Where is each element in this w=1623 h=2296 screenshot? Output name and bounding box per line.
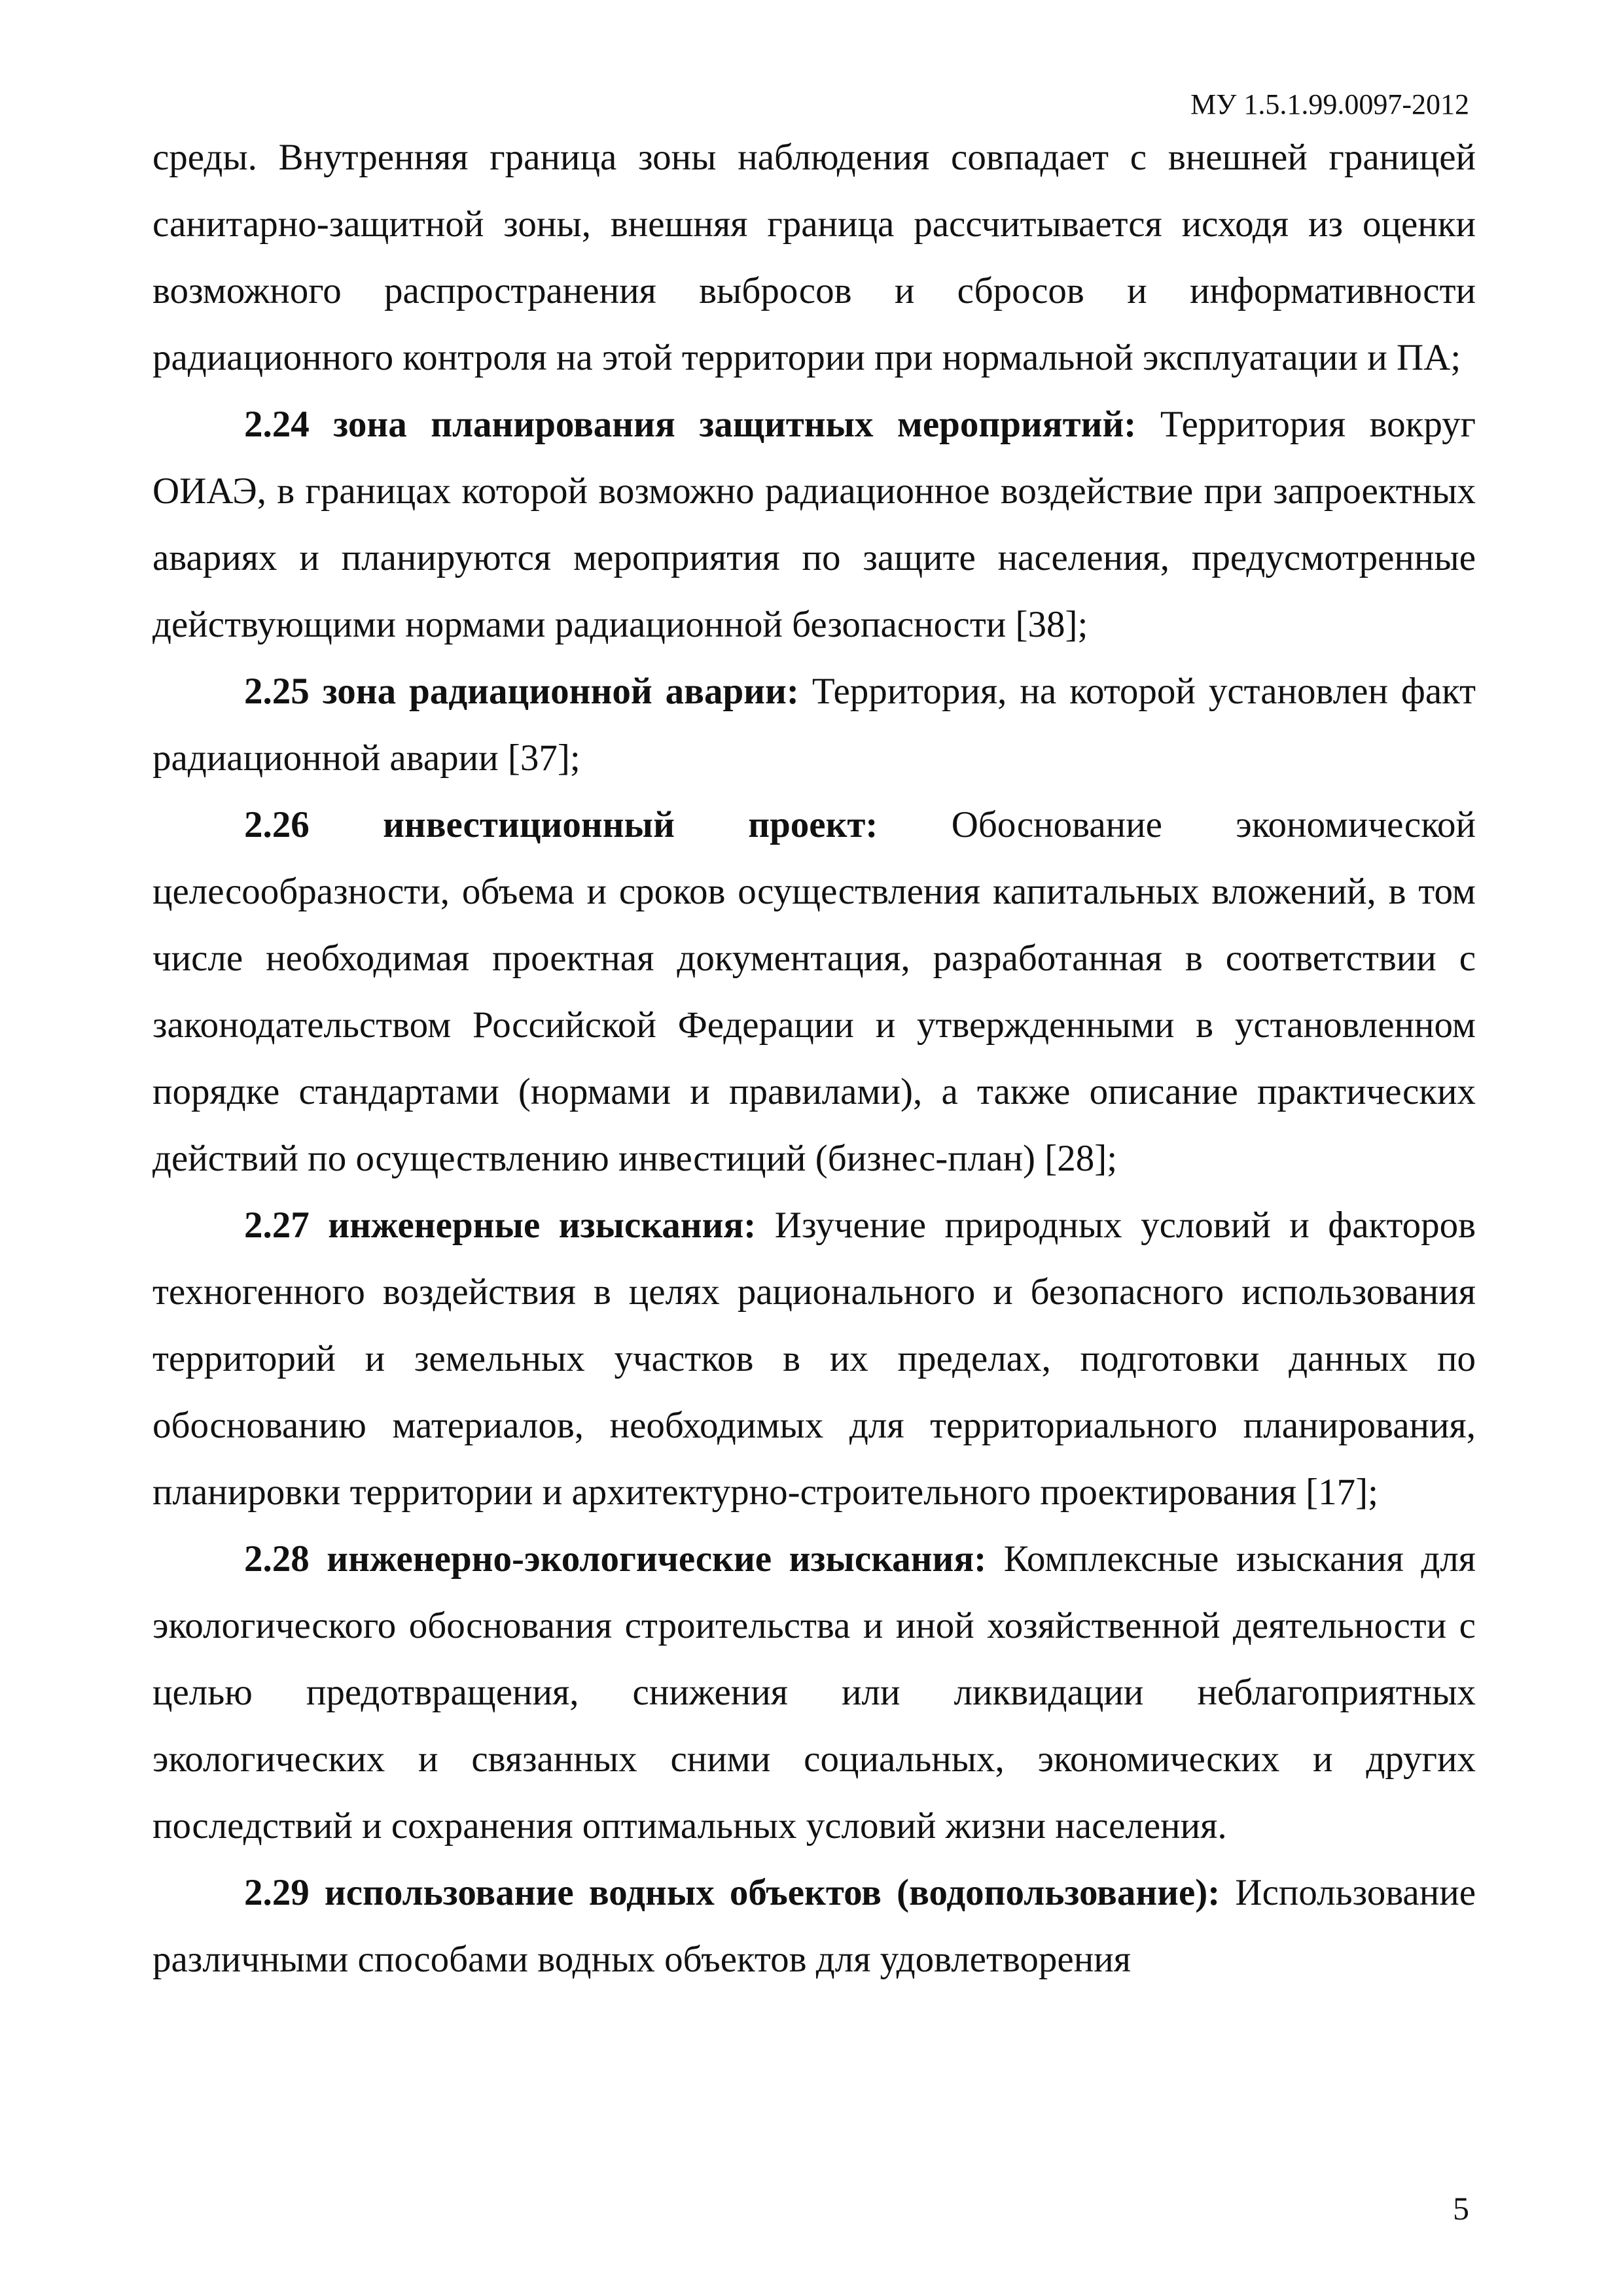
paragraph-text: среды. Внутренняя граница зоны наблюдения совпадает с внешней границей санитарно-защитной зоны, внешняя граница рассчитывается исходя из оценки возможного распространения выбросов и сбросов и информативности радиационного контроля на этой территории при нормальной эксплуатации и ПА; (152, 137, 1476, 378)
term-definition-2-28 (152, 1526, 1476, 1860)
term-number: 2.28 (244, 1538, 310, 1580)
term-definition-2-29 (152, 1860, 1476, 1993)
document-code-header: МУ 1.5.1.99.0097-2012 (1190, 88, 1469, 120)
term-definition-2-24 (152, 391, 1476, 658)
paragraph-continuation (152, 124, 1476, 391)
term-text: Изучение природных условий и факторов техногенного воздействия в целях рационального и безопасного использования территорий и земельных участков в их пределах, подготовки данных по обоснованию материалов, необходимых для территориального планирования, планировки территории и архитектурно-строительного проектирования [17]; (152, 1205, 1476, 1513)
term-number: 2.27 (244, 1205, 310, 1246)
term-title: инженерные изыскания: (328, 1205, 757, 1246)
page-number: 5 (1453, 2190, 1469, 2227)
term-title: зона планирования защитных мероприятий: (333, 404, 1137, 445)
term-title: инженерно-экологические изыскания: (327, 1538, 987, 1580)
term-number: 2.24 (244, 404, 310, 445)
term-text: Комплексные изыскания для экологического обоснования строительства и иной хозяйственной деятельности с целью предотвращения, снижения или ликвидации неблагоприятных экологических и связанных сними социальных, экономических и других последствий и сохранения оптимальных условий жизни населения. (152, 1538, 1476, 1846)
term-text: Обоснование экономической целесообразности, объема и сроков осуществления капитальных вложений, в том числе необходимая проектная документация, разработанная в соответствии с законодательством Российской Федерации и утвержденными в установленном порядке стандартами (нормами и правилами), а также описание практических действий по осуществлению инвестиций (бизнес-план) [28]; (152, 804, 1476, 1179)
term-title: использование водных объектов (водопользование): (324, 1872, 1221, 1913)
term-text: Территория, на которой установлен факт радиационной аварии [37]; (152, 671, 1476, 779)
term-number: 2.29 (244, 1872, 310, 1913)
term-text: Использование различными способами водных объектов для удовлетворения (152, 1872, 1476, 1980)
term-title: инвестиционный проект: (383, 804, 878, 845)
term-definition-2-26 (152, 792, 1476, 1192)
term-text: Территория вокруг ОИАЭ, в границах которой возможно радиационное воздействие при запроектных авариях и планируются мероприятия по защите населения, предусмотренные действующими нормами радиационной безопасности [38]; (152, 404, 1476, 645)
term-title: зона радиационной аварии: (322, 671, 799, 712)
term-definition-2-25 (152, 658, 1476, 792)
term-definition-2-27 (152, 1192, 1476, 1526)
document-body (152, 124, 1476, 1993)
term-number: 2.26 (244, 804, 310, 845)
term-number: 2.25 (244, 671, 310, 712)
